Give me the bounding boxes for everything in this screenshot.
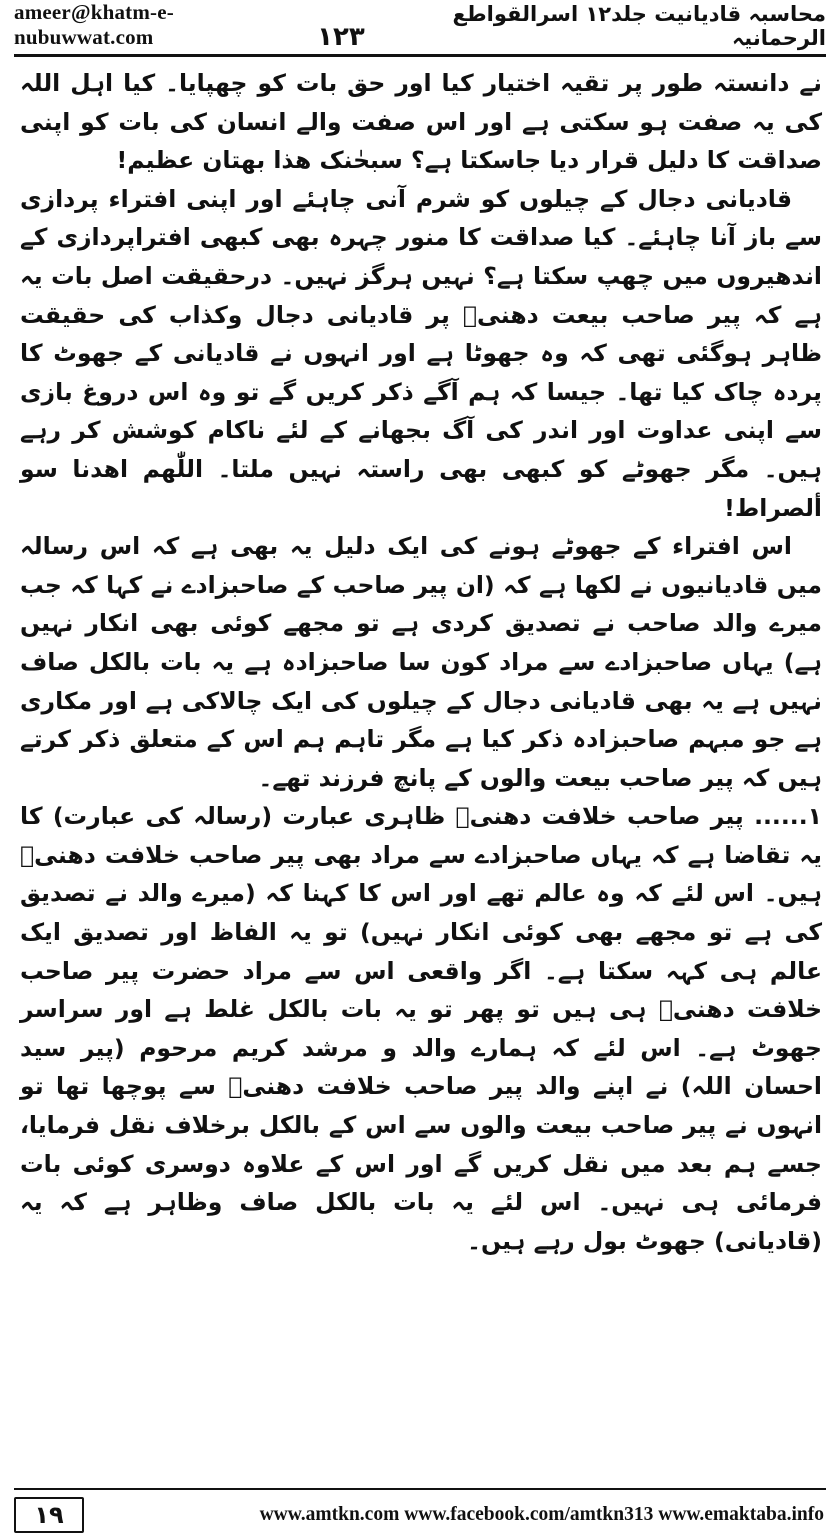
page-body (20, 64, 822, 1260)
footer-links: www.amtkn.com www.facebook.com/amtkn313 www.emaktaba.info (259, 1504, 824, 1525)
footer-divider (14, 1488, 826, 1490)
folio-number: ۱۹ (14, 1497, 84, 1533)
header-email: ameer@khatm-e-nubuwwat.com (14, 0, 174, 49)
paragraph-4: ۱...... پیر صاحب خلافت دھنیؒ ظاہری عبارت (رسالہ کی عبارت) کا یہ تقاضا ہے کہ یہاں صاحبزادے سے مراد بھی پیر صاحب خلافت دھنیؒ ہیں۔ اس لئے کہ وہ عالم تھے اور اس کا کہنا کہ (میرے والد نے تصدیق کی ہے تو مجھے بھی کوئی انکار نہیں) تو یہ الفاظ اور تصدیق ایک عالم ہی کہہ سکتا ہے۔ اگر واقعی اس سے مراد حضرت پیر صاحب خلافت دھنیؒ ہی ہیں تو پھر تو یہ بات بالکل غلط ہے اور سراسر جھوٹ ہے۔ اس لئے کہ ہمارے والد و مرشد کریم مرحوم (پیر سید احسان اللہ) نے اپنے والد پیر صاحب خلافت دھنیؒ سے پوچھا تھا تو انہوں نے پیر صاحب بیعت والوں سے اس کے بالکل برخلاف نقل فرمایا، جسے ہم بعد میں نقل کریں گے اور اس کے علاوہ دوسری کوئی بات فرمائی ہی نہیں۔ اس لئے یہ بات بالکل صاف وظاہر ہے کہ یہ (قادیانی) جھوٹ بول رہے ہیں۔ (20, 802, 822, 1255)
page-footer (14, 1495, 826, 1535)
page-number: ۱۲۳ (317, 22, 365, 52)
book-title: محاسبہ قادیانیت جلد۱۲ اسرالقواطع الرحمانیہ (452, 2, 826, 50)
paragraph-1: نے دانستہ طور پر تقیہ اختیار کیا اور حق بات کو چھپایا۔ کیا اہل اللہ کی یہ صفت ہو سکتی ہے اور اس صفت والے انسان کی بات کو اپنی صداقت کا دلیل قرار دیا جاسکتا ہے؟ سبحٰنک ھذا بھتان عظیم! (20, 69, 822, 175)
paragraph-2: قادیانی دجال کے چیلوں کو شرم آنی چاہئے اور اپنی افتراء پردازی سے باز آنا چاہئے۔ کیا صداقت کا منور چہرہ بھی کبھی افتراپردازی کے اندھیروں میں چھپ سکتا ہے؟ نہیں ہرگز نہیں۔ درحقیقت اصل بات یہ ہے کہ پیر صاحب بیعت دھنیؒ پر قادیانی دجال وکذاب کی حقیقت ظاہر ہوگئی تھی کہ وہ جھوٹا ہے اور انہوں نے قادیانی کے جھوٹ کا پردہ چاک کیا تھا۔ جیسا کہ ہم آگے ذکر کریں گے تو وہ اس دروغ بازی سے اپنی عداوت اور اندر کی آگ بجھانے کے لئے ناکام کوشش کر رہے ہیں۔ مگر جھوٹے کو کبھی بھی راستہ نہیں ملتا۔ اللّٰھم اھدنا سو ألصراط! (20, 184, 822, 522)
page-header (14, 0, 826, 52)
header-left-group (14, 0, 365, 50)
paragraph-3: اس افتراء کے جھوٹے ہونے کی ایک دلیل یہ بھی ہے کہ اس رسالہ میں قادیانیوں نے لکھا ہے کہ (ان پیر صاحب کے صاحبزادے نے کہا کہ جب میرے والد صاحب نے تصدیق کردی ہے تو مجھے کوئی بھی انکار نہیں ہے) یہاں صاحبزادے سے مراد کون سا صاحبزادہ ہے یہ بات بالکل صاف نہیں ہے یہ بھی قادیانی دجال کے چیلوں کی ایک چالاکی ہے اور مکاری ہے جو مبہم صاحبزادہ ذکر کیا ہے مگر تاہم ہم اس کے متعلق ذکر کرتے ہیں کہ پیر صاحب بیعت والوں کے پانچ فرزند تھے۔ (20, 532, 822, 792)
header-divider (14, 54, 826, 57)
